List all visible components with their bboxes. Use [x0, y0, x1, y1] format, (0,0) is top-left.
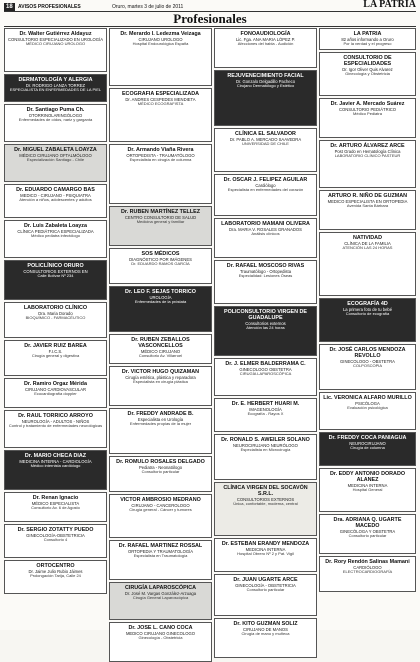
- ad-heading: FONOAUDIOLOGÍA: [240, 31, 291, 37]
- ad-box: [109, 494, 212, 538]
- ad-box: [214, 218, 317, 258]
- ad-body: Enfermedades de la próstata: [134, 299, 187, 305]
- ad-heading: Dr. JOSÉ CARLOS MENDOZA REVOLLO: [329, 347, 406, 360]
- ad-subtitle: Pediatra - Neonatólogo: [138, 465, 183, 471]
- ad-body: UNIVERSIDAD DE CHILE: [242, 141, 289, 147]
- ad-box: [4, 302, 107, 338]
- ad-box: [109, 408, 212, 454]
- ad-subtitle: MEDICO - CIRUJANO - PSIQUIATRA: [20, 193, 91, 199]
- ad-body: Especialista en enfermedades del corazón: [227, 187, 304, 193]
- ad-body: Consultorio particular: [246, 587, 285, 593]
- ad-subtitle: CIRUJANO - CANCEROLOGO: [131, 503, 190, 509]
- ad-heading: ECOGRAFIA ESPECIALIZADA: [121, 91, 200, 97]
- ad-subtitle: CONSULTORIO ESPECIALIZADO EN UROLOGÍA: [7, 37, 103, 43]
- ad-heading: Dr. E. HERBERT HUARI M.: [231, 401, 300, 407]
- ad-heading: Dr. FREDDY COCA PANIAGUA: [328, 435, 407, 441]
- ad-subtitle: CIRUJANO UROLOGO: [138, 37, 183, 43]
- ad-box: [319, 392, 416, 430]
- ad-heading: Dr. Renan Ignacio: [32, 495, 79, 501]
- ad-body: Especialista en Traumatología: [133, 553, 188, 559]
- ad-heading: CIRUGÍA LAPAROSCÓPICA: [125, 585, 196, 591]
- ad-body: Consultorio de ecografía: [345, 311, 390, 317]
- ad-subtitle: Consultorios externos: [245, 321, 286, 327]
- ad-subtitle: CONSULTORIO PEDIÁTRICO: [338, 107, 397, 113]
- ad-body: Cirugía de mano y muñeca: [241, 631, 290, 637]
- ad-subtitle: F.I.C.S.: [48, 349, 63, 355]
- ad-box: [214, 306, 317, 356]
- ad-box: [214, 398, 317, 432]
- ad-box: [4, 340, 107, 376]
- ad-box: [319, 344, 416, 390]
- ad-body: Por la verdad y el progreso: [343, 41, 392, 47]
- ad-heading: ECOGRAFÍA 4D: [347, 301, 388, 307]
- ad-body: Cirugía general - Cáncer y tumores: [129, 507, 192, 513]
- ad-subtitle: ORTOPEDISTA - TRAUMATÓLOGO: [126, 153, 195, 159]
- ad-subtitle: 82 años informando a Oruro: [341, 37, 394, 43]
- ad-heading: CONSULTORIO DE ESPECIALIDADES: [343, 55, 392, 68]
- ad-subtitle: CONSULTORIOS EXTERNOS EN: [23, 269, 88, 275]
- ad-box: [214, 482, 317, 536]
- ad-heading: Dr. RAUL TORRICO ARROYO: [18, 413, 93, 419]
- ad-subtitle: La primera foto de tu bebé: [342, 307, 393, 313]
- ad-box: [4, 28, 107, 72]
- page-title: Profesionales: [173, 11, 247, 26]
- ad-subtitle: MÉDICO ESPECIALISTA: [31, 501, 80, 507]
- ad-box: [214, 618, 317, 658]
- ad-subtitle: GINECOLOGÍA - OBSTETRICIA: [235, 583, 296, 589]
- ad-box: [4, 220, 107, 258]
- ad-heading: Dr. Merardo I. Ledezma Veizaga: [120, 31, 201, 37]
- ad-heading: DERMATOLOGÍA Y ALERGIA: [18, 77, 93, 83]
- ad-heading: Dr. Rory Rendón Salinas Mamani: [325, 559, 410, 565]
- ad-box: [109, 622, 212, 662]
- newspaper-logo: LA PATRIA: [363, 0, 416, 10]
- ad-heading: Dr. RAFAEL MARTINEZ ROSSAL: [118, 543, 203, 549]
- ad-subtitle: CIRUJANO DE MANOS: [243, 627, 288, 633]
- ad-subtitle: Dr. PABLO A. MERCADO SAAVEDRA: [229, 137, 302, 143]
- ad-subtitle: Dra. MARIA V. ROSALES GRANADOS: [229, 227, 302, 233]
- ad-heading: Dr. JOSE L. CANO COCA: [128, 625, 193, 631]
- ad-box: [109, 28, 212, 86]
- ad-body: Atención las 24 horas: [246, 325, 285, 331]
- title-rule: [4, 26, 416, 27]
- ad-heading: Dr. VICTOR HUGO QUIZAMAN: [121, 369, 200, 375]
- ad-body: ATENCIÓN LAS 24 HORAS: [342, 245, 393, 251]
- ad-subtitle: Dr. Gonzalo Delgadillo Pacheco: [235, 79, 296, 85]
- ad-heading: SOS MÉDICOS: [141, 251, 180, 257]
- column-3: [214, 28, 317, 637]
- ad-box: [4, 378, 107, 408]
- ad-box: [4, 492, 107, 522]
- ad-body: Afecciones del habla - Audición: [237, 41, 294, 47]
- ad-heading: Dr. Javier A. Mercado Suárez: [330, 101, 405, 107]
- ad-box: [109, 248, 212, 284]
- ad-subtitle: GINECÓLOGA Y OBSTETRA: [339, 529, 396, 535]
- column-1: [4, 28, 107, 628]
- ad-subtitle: DIAGNÓSTICO POR IMÁGENES: [129, 257, 192, 263]
- ad-box: [214, 128, 317, 172]
- ad-subtitle: Dr. Igor Oliver Quis Alvarez: [342, 67, 393, 73]
- ad-heading: Dr. EDDY ANTONIO DORADO ALANEZ: [329, 471, 406, 484]
- ad-heading: Dr. Walter Gutiérrez Aldayuz: [19, 31, 92, 37]
- page-number: 18: [6, 4, 13, 10]
- ad-box: [319, 52, 416, 96]
- ad-subtitle: CONSULTORIOS EXTERNOS: [236, 497, 295, 503]
- ad-subtitle: CIRUJANO CARDIOVASCULAR: [24, 387, 87, 393]
- column-4: [319, 28, 416, 628]
- ad-box: [319, 468, 416, 512]
- ad-subtitle: Dr. RODRIGO LANZA TORREZ: [25, 83, 86, 89]
- ad-body: Consultorio 4: [43, 537, 68, 543]
- ad-box: [214, 574, 317, 616]
- ad-body: Especialista en cirugía de columna: [129, 157, 192, 163]
- ad-body: ELECTROCARDIOGRAFÍA: [342, 569, 393, 575]
- ad-box: [4, 450, 107, 490]
- ad-subtitle: CENTRO CONSULTORIO DE SALUD: [124, 215, 197, 221]
- ad-subtitle: Cirugía estética, plástica y reparadora: [125, 375, 196, 381]
- ad-subtitle: MEDICINA INTERNA: [245, 547, 286, 553]
- ad-body: Cirugía General Laparoscópica: [132, 595, 189, 601]
- ad-subtitle: GINECOLOGO - OBSTETRA: [340, 359, 395, 365]
- ad-body: Médico Pediatra: [353, 111, 382, 117]
- ad-body: Médico pediatra infectólogo: [31, 233, 80, 239]
- ad-body: Prolongación Tarija, Calle 24: [30, 573, 81, 579]
- ad-body: Calle Bolívar Nº 234: [37, 273, 74, 279]
- ad-heading: Dr. Santiago Puma Ch.: [26, 107, 85, 113]
- ad-body: Única, confortable, moderna, central: [233, 501, 298, 507]
- ad-box: [319, 232, 416, 296]
- ad-subtitle: MEDICO ESPECIALISTA EN ORTOPEDIA: [327, 199, 408, 205]
- ad-heading: LABORATORIO MAMANI OLIVERA: [221, 221, 310, 227]
- ad-body: Medicina general y familiar: [136, 219, 185, 225]
- ad-body: MÉDICO ECOGRAFISTA: [137, 101, 184, 107]
- ad-body: Dr. EDUARDO RAMOS GARCÍA: [131, 261, 190, 267]
- ad-heading: Dr. KITO GUZMAN SOLIZ: [233, 621, 298, 627]
- ad-heading: Dr. Ramiro Orgaz Mérida: [24, 381, 87, 387]
- ad-box: [319, 190, 416, 230]
- ad-heading: Dr. EDUARDO CAMARGO BAS: [16, 187, 95, 193]
- ad-subtitle: GINECOLOGO OBSTETRA: [239, 367, 292, 373]
- ad-body: LABORATORIO CLÍNICO PASTEUR: [334, 153, 401, 159]
- ad-heading: Lic. VERONICA ALFARO MURILLO: [323, 395, 412, 401]
- ad-heading: Dr. RUBEN MARTÍNEZ TELLEZ: [120, 209, 201, 215]
- ad-box: [4, 260, 107, 300]
- ad-body: Enfermedades de oídos, nariz y garganta: [18, 117, 93, 123]
- ad-box: [4, 560, 107, 594]
- ad-subtitle: Lic. Fga. ANA MARIA LÓPEZ P.: [235, 37, 296, 43]
- ad-body: Médico internista cardiólogo: [30, 463, 81, 469]
- ad-box: [214, 174, 317, 216]
- ad-body: BIOQUÍMICO - FARMACÉUTICO: [25, 315, 86, 321]
- ad-subtitle: MEDICINA INTERNA: [347, 483, 388, 489]
- ad-body: Avenida Santa Bárbara: [346, 203, 389, 209]
- ad-heading: Dr. MIGUEL ZABALETA LOAYZA: [14, 147, 97, 153]
- ad-body: Ecografía - Rayos X: [247, 411, 284, 417]
- ad-body: Cirujano Dermatólogo y Estético: [236, 83, 295, 89]
- ad-heading: ARTURO R. NIÑO DE GUZMAN: [327, 193, 408, 199]
- ad-body: Especialización Santiago - Chile: [26, 157, 85, 163]
- ad-subtitle: Dr. ANDRES CESPEDES MENDIETA: [125, 97, 196, 103]
- ad-box: [214, 28, 317, 68]
- ad-subtitle: Traumatólogo - Ortopedista: [239, 269, 292, 275]
- ad-body: MÉDICO CIRUJANO UROLOGO: [25, 41, 86, 47]
- ad-box: [109, 540, 212, 580]
- ad-heading: ORTOCENTRO: [36, 563, 75, 569]
- ad-box: [109, 334, 212, 364]
- ad-heading: NATIVIDAD: [353, 235, 382, 241]
- ad-heading: Dra. ADRIANA Q. UGARTE MACEDO: [333, 517, 402, 530]
- ad-box: [109, 286, 212, 332]
- ad-heading: Dr. RUBEN ZEBALLOS VASCONCELLOS: [131, 337, 190, 350]
- ad-subtitle: Dr. Jaime Julio Rubio Jáimes: [28, 569, 83, 575]
- ad-body: ESPECIALISTA EN ENFERMEDADES DE LA PIEL: [9, 87, 102, 93]
- ad-body: Especialidad: Lesiones Óseas: [238, 273, 293, 279]
- ad-box: [214, 70, 317, 126]
- ad-subtitle: MÉDICO CIRUJANO OFTALMÓLOGO: [19, 153, 92, 159]
- ad-box: [4, 74, 107, 102]
- ad-heading: CLÍNICA VIRGEN DEL SOCAVÓN S.R.L.: [223, 485, 308, 498]
- ad-subtitle: OTORRINOLARINGÓLOGO: [28, 113, 83, 119]
- ad-heading: Dr. RONALD S. AWEILER SOLANO: [221, 437, 310, 443]
- ad-heading: REJUVENECIMIENTO FACIAL: [227, 73, 304, 79]
- ad-heading: CLÍNICA EL SALVADOR: [235, 131, 296, 137]
- ad-box: [109, 582, 212, 620]
- ad-subtitle: MEDICO CIRUJANO GINECOLOGO: [125, 631, 196, 637]
- ad-subtitle: MÉDICO CIRUJANO: [140, 349, 181, 355]
- ad-subtitle: NEUROCIRUJANO: [349, 441, 386, 447]
- ad-subtitle: Dr. José M. Vargas González-Arzuaga: [124, 591, 197, 597]
- ad-subtitle: ORTOPEDIA Y TRAUMATOLOGÍA: [127, 549, 194, 555]
- ad-body: CIRUGÍA LAPAROSCÓPICA: [239, 371, 292, 377]
- ad-box: [319, 514, 416, 554]
- ad-subtitle: CLÍNICA PEDIÁTRICA ESPECIALIZADA: [17, 229, 94, 235]
- ad-heading: Dr. SERGIO ZOTATTY PUEDO: [17, 527, 94, 533]
- ad-box: [214, 260, 317, 304]
- ad-box: [109, 206, 212, 246]
- ad-heading: Dr. RAFAEL MOSCOSO RIVAS: [226, 263, 305, 269]
- ad-box: [319, 28, 416, 50]
- ad-heading: Dr. J. ELMER BALDERRAMA C.: [225, 361, 306, 367]
- ad-subtitle: NEUROCIRUJANO NEURÓLOGO: [233, 443, 298, 449]
- ad-body: Consultorio particular: [348, 533, 387, 539]
- ad-subtitle: CARDIÓLOGO: [353, 565, 382, 571]
- ad-heading: Dr. JAVIER RUIZ BAREA: [24, 343, 87, 349]
- ad-heading: Dr. FREDDY ANDRADE B.: [127, 411, 194, 417]
- ad-body: Hospital Endourológica España: [132, 41, 189, 47]
- ad-heading: Dr. LEO F. SEJAS TORRICO: [125, 289, 196, 295]
- ad-box: [4, 104, 107, 142]
- ad-box: [319, 98, 416, 138]
- ad-box: [4, 410, 107, 448]
- ad-subtitle: UROLOGÍA: [149, 295, 172, 301]
- ad-box: [109, 366, 212, 406]
- ad-box: [109, 144, 212, 204]
- ad-heading: POLICLÍNICO ORURO: [27, 263, 84, 269]
- ad-heading: Dr. ARTURO ÁLVAREZ ARCE: [330, 143, 405, 149]
- ad-heading: Dr. MARIO CHECA DIAZ: [24, 453, 87, 459]
- ad-subtitle: Cardiólogo: [255, 183, 276, 189]
- column-2: [109, 28, 212, 641]
- ad-heading: LABORATORIO CLÍNICO: [23, 305, 88, 311]
- ad-box: [4, 524, 107, 558]
- ad-subtitle: Dra. Maria Dorado: [38, 311, 73, 317]
- ad-subtitle: PSICÓLOGA: [355, 401, 380, 407]
- ad-box: [4, 144, 107, 182]
- ad-body: Control y tratamiento de enfermedades neurológicas: [8, 423, 103, 429]
- ad-heading: Dr. ROMULO ROSALES DELGADO: [116, 459, 205, 465]
- ad-heading: Dr. OSCAR J. FELIPEZ AGUILAR: [223, 177, 308, 183]
- ad-box: [319, 298, 416, 342]
- ad-subtitle: GINECOLOGÍA-OBSTETRICIA: [26, 533, 85, 539]
- ad-body: Análisis clínicos: [251, 231, 280, 237]
- ad-subtitle: MEDICINA INTERNA - CARDIOLOGÍA: [19, 459, 92, 465]
- issue-date: Oruro, martes 3 de julio de 2011: [112, 4, 184, 10]
- ad-body: Especialista en Microcirugía: [240, 447, 291, 453]
- ad-box: [319, 556, 416, 592]
- ad-subtitle: CLÍNICA DE LA FAMILIA: [344, 241, 391, 247]
- ad-heading: Dr. Luis Zabaleta Loayza: [24, 223, 87, 229]
- ad-body: Cirugía de columna: [350, 445, 385, 451]
- ad-heading: POLICONSULTORIO VIRGEN DE GUADALUPE: [223, 309, 308, 322]
- ad-subtitle: IMAGENOLOGÍA: [249, 407, 282, 413]
- ad-box: [319, 140, 416, 188]
- ad-body: Especialista en cirugía plástica: [133, 379, 188, 385]
- ad-heading: Dr. Armando Viaña Rivera: [127, 147, 194, 153]
- ad-heading: VICTOR AMBROSIO MEDRANO: [120, 497, 201, 503]
- ad-body: Hospital General: [352, 487, 383, 493]
- ad-heading: Dr. JUAN UGARTE ARCE: [233, 577, 298, 583]
- section-name: AVISOS PROFESIONALES: [18, 4, 81, 10]
- ad-body: Evaluación psicológica: [347, 405, 388, 411]
- ad-body: Consultorio Av. 6 de Agosto: [31, 505, 80, 511]
- ad-body: COLPOSCOPIA: [352, 363, 383, 369]
- ad-subtitle: NEUROLOGÍA - ADULTOS - NIÑOS: [21, 419, 90, 425]
- ad-body: Consultorio particular: [141, 469, 180, 475]
- ad-body: Ecocardiografía doppler: [34, 391, 77, 397]
- ad-heading: Dr. ESTEBAN ERANDY MENDOZA: [221, 541, 310, 547]
- ad-body: Cirugía general y digestiva: [31, 353, 80, 359]
- ad-box: [319, 432, 416, 466]
- ad-box: [214, 358, 317, 396]
- ad-body: Consultorio Av. Villarroel: [138, 353, 183, 359]
- ad-box: [214, 434, 317, 480]
- ad-box: [4, 184, 107, 218]
- ad-heading: LA PATRIA: [353, 31, 382, 37]
- ad-body: Atención a niños, adolescentes y adultos: [19, 197, 92, 203]
- ad-subtitle: Post Grado en Hematología Clínica: [334, 149, 401, 155]
- ad-body: Hospital Obrero Nº 2 y Pat. Vigil: [237, 551, 294, 557]
- ad-subtitle: Especialista en Urología: [137, 417, 184, 423]
- ad-body: Ginecología y Obstetricia: [345, 71, 390, 77]
- ad-box: [214, 538, 317, 572]
- ad-body: Enfermedades propias de la mujer: [129, 421, 192, 427]
- ad-box: [109, 456, 212, 492]
- ad-body: Ginecología - Obstetricia: [138, 635, 183, 641]
- ad-box: [109, 88, 212, 142]
